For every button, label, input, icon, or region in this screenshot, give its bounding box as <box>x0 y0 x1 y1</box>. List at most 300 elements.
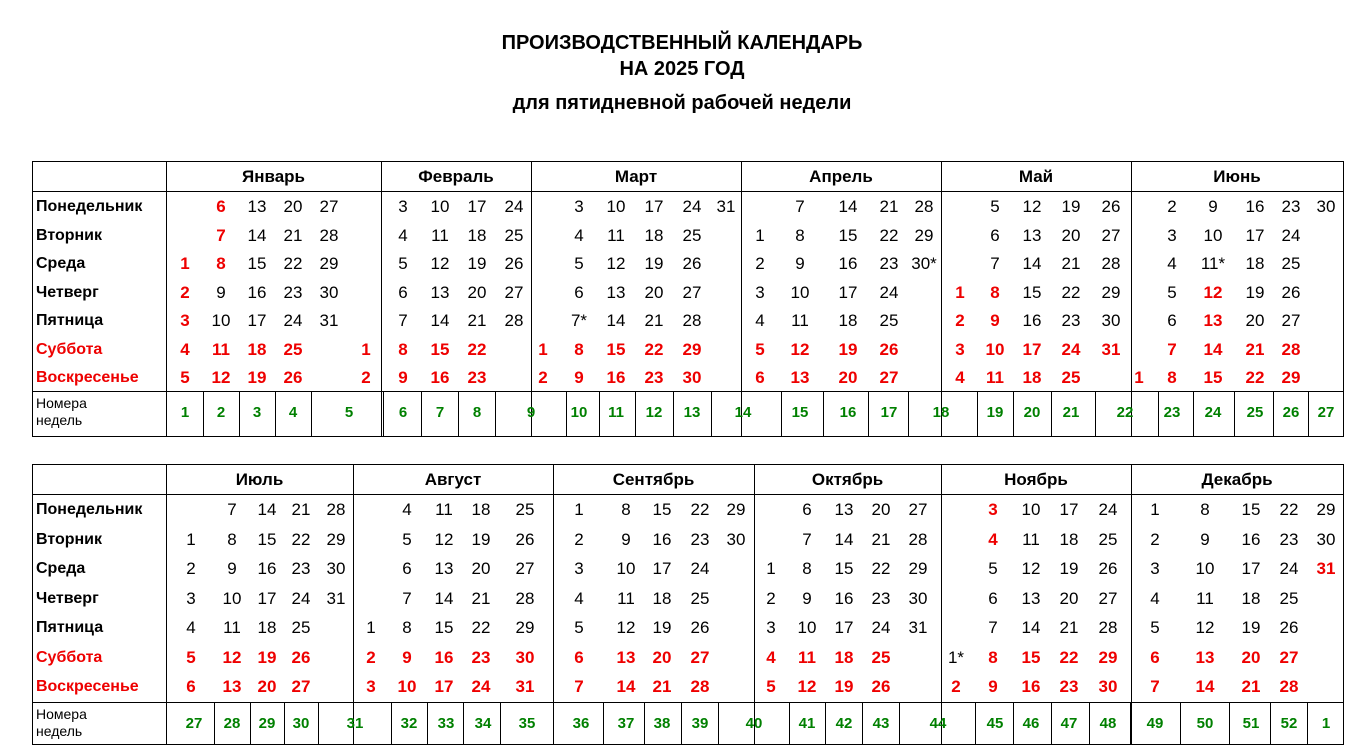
month-name: Октябрь <box>811 470 884 489</box>
page-header <box>0 30 1364 116</box>
week-number: 33 <box>437 715 455 732</box>
day-cell: 30 <box>515 647 535 667</box>
day-label: Пятница <box>36 312 104 329</box>
day-cell: 3 <box>366 677 376 696</box>
day-cell: 7 <box>988 618 998 637</box>
week-divider <box>1193 391 1194 436</box>
day-cell: 17 <box>1022 339 1042 359</box>
day-cell: 8 <box>988 647 998 667</box>
day-cell: 10 <box>211 311 231 330</box>
day-cell: 8 <box>802 559 812 578</box>
weeks-label: недель <box>36 412 83 428</box>
day-cell: 31 <box>326 588 346 608</box>
day-cell: 6 <box>398 282 408 302</box>
week-number: 15 <box>791 404 809 421</box>
day-cell: 11 <box>1022 529 1040 549</box>
week-divider <box>553 702 554 744</box>
day-cell: 2 <box>766 588 776 608</box>
day-cell: 14 <box>257 500 277 519</box>
day-cell: 16 <box>1021 677 1041 696</box>
day-cell: 9 <box>795 254 805 273</box>
day-cell: 8 <box>1200 500 1210 519</box>
calendar-block-h2 <box>32 464 1344 745</box>
day-cell: 25 <box>1098 529 1118 549</box>
month-name: Май <box>1018 167 1054 186</box>
day-cell: 30 <box>319 282 339 302</box>
day-cell: 13 <box>616 647 636 667</box>
day-cell: 15 <box>838 225 858 245</box>
day-cell: 8 <box>398 339 408 359</box>
day-cell: 25 <box>504 225 524 245</box>
day-label: Четверг <box>36 589 99 607</box>
week-divider <box>718 702 719 744</box>
day-cell: 4 <box>574 588 584 608</box>
day-cell: 15 <box>434 618 454 637</box>
day-cell: 14 <box>430 311 450 330</box>
day-cell: 18 <box>471 500 491 519</box>
day-cell: 1 <box>574 500 584 519</box>
day-cell: 18 <box>467 225 487 245</box>
day-cell: 19 <box>471 529 491 549</box>
day-cell: 1 <box>1134 368 1144 387</box>
day-cell: 6 <box>755 368 765 387</box>
day-cell: 13 <box>434 559 454 578</box>
day-cell: 4 <box>186 618 196 637</box>
day-cell: 7 <box>398 311 408 330</box>
day-cell: 15 <box>1022 282 1042 302</box>
day-cell: 22 <box>291 529 311 549</box>
day-cell: 10 <box>985 339 1005 359</box>
day-cell: 21 <box>644 311 664 330</box>
month-name: Август <box>424 470 482 489</box>
day-cell: 27 <box>291 677 311 696</box>
week-number: 45 <box>986 715 1004 732</box>
day-cell: 5 <box>1150 618 1160 637</box>
day-cell: 26 <box>515 529 535 549</box>
month-name: Апрель <box>809 167 873 186</box>
day-cell: 10 <box>397 677 417 696</box>
day-label: Вторник <box>36 530 103 548</box>
day-cell: 22 <box>471 618 491 637</box>
day-label: Суббота <box>36 340 103 358</box>
day-cell: 24 <box>1061 339 1081 359</box>
week-number: 22 <box>1116 404 1134 421</box>
day-cell: 4 <box>398 225 408 245</box>
day-cell: 6 <box>802 500 812 519</box>
week-number: 51 <box>1242 715 1260 732</box>
week-divider <box>975 702 976 744</box>
day-cell: 19 <box>1241 618 1261 637</box>
subtitle: для пятидневной рабочей недели <box>512 92 852 114</box>
day-cell: 19 <box>1059 559 1079 578</box>
week-number: 42 <box>835 715 853 732</box>
day-cell: 2 <box>361 368 371 387</box>
day-cell: 29 <box>908 559 928 578</box>
day-cell: 25 <box>682 225 702 245</box>
day-cell: 30 <box>326 559 346 578</box>
day-cell: 23 <box>291 559 311 578</box>
week-divider <box>823 391 824 436</box>
day-cell: 30 <box>1316 529 1336 549</box>
day-cell: 12 <box>211 368 231 387</box>
day-cell: 15 <box>257 529 277 549</box>
day-cell: 14 <box>247 225 267 245</box>
day-cell: 4 <box>574 225 584 245</box>
week-number: 29 <box>258 715 276 732</box>
day-cell: 23 <box>644 368 664 387</box>
day-cell: 12 <box>1021 559 1041 578</box>
day-cell: 7 <box>227 500 237 519</box>
day-cell: 7 <box>216 225 226 245</box>
day-cell: 9 <box>621 529 631 549</box>
day-cell: 24 <box>871 618 891 637</box>
week-divider <box>1229 702 1230 744</box>
day-cell: 17 <box>652 559 672 578</box>
day-cell: 21 <box>871 529 891 549</box>
day-cell: 11 <box>435 500 453 519</box>
day-cell: 5 <box>398 254 408 273</box>
day-cell: 15 <box>247 254 267 273</box>
day-cell: 2 <box>574 529 584 549</box>
week-divider <box>711 391 712 436</box>
week-number: 2 <box>216 404 226 421</box>
day-cell: 14 <box>1195 677 1215 696</box>
day-cell: 23 <box>1281 197 1301 216</box>
day-cell: 17 <box>1059 500 1079 519</box>
day-label: Воскресенье <box>36 369 139 386</box>
day-cell: 4 <box>755 311 765 330</box>
day-cell: 20 <box>471 559 491 578</box>
week-number: 11 <box>608 404 624 421</box>
day-cell: 31 <box>908 618 928 637</box>
header-divider <box>33 191 1343 192</box>
week-number: 27 <box>1317 404 1335 421</box>
day-cell: 5 <box>988 559 998 578</box>
day-cell: 6 <box>1167 311 1177 330</box>
day-cell: 30* <box>911 254 937 273</box>
day-cell: 13 <box>606 282 626 302</box>
day-cell: 3 <box>180 311 190 330</box>
day-cell: 26 <box>504 254 524 273</box>
day-cell: 25 <box>879 311 899 330</box>
week-divider <box>1180 702 1181 744</box>
day-cell: 9 <box>990 311 1000 330</box>
day-cell: 20 <box>644 282 664 302</box>
day-cell: 15 <box>1203 368 1223 387</box>
day-cell: 13 <box>1022 225 1042 245</box>
week-number: 3 <box>252 404 262 421</box>
day-cell: 7 <box>574 677 584 696</box>
day-cell: 25 <box>690 588 710 608</box>
day-label: Понедельник <box>36 198 143 215</box>
day-cell: 26 <box>283 368 303 387</box>
day-cell: 31 <box>319 311 339 330</box>
month-name: Март <box>614 167 658 186</box>
day-cell: 2 <box>366 647 376 667</box>
day-cell: 20 <box>871 500 891 519</box>
day-cell: 25 <box>1281 254 1301 273</box>
day-cell: 4 <box>1150 588 1160 608</box>
day-cell: 19 <box>652 618 672 637</box>
day-cell: 11 <box>212 339 230 359</box>
day-cell: 10 <box>1203 225 1223 245</box>
day-cell: 30 <box>908 588 928 608</box>
day-cell: 15 <box>606 339 626 359</box>
day-cell: 24 <box>1281 225 1301 245</box>
day-cell: 28 <box>319 225 339 245</box>
week-number: 50 <box>1196 715 1214 732</box>
day-cell: 18 <box>838 311 858 330</box>
day-cell: 27 <box>1098 588 1118 608</box>
day-cell: 12 <box>434 529 454 549</box>
day-cell: 15 <box>1021 647 1041 667</box>
day-cell: 22 <box>1059 647 1079 667</box>
week-number: 24 <box>1204 404 1222 421</box>
week-number: 23 <box>1163 404 1181 421</box>
week-number: 9 <box>526 404 536 421</box>
day-cell: 11* <box>1200 254 1226 273</box>
day-cell: 14 <box>838 197 858 216</box>
month-name: Ноябрь <box>1004 470 1068 489</box>
day-cell: 6 <box>186 677 196 696</box>
day-cell: 18 <box>1245 254 1265 273</box>
week-number: 28 <box>223 715 241 732</box>
day-cell: 2 <box>180 282 190 302</box>
day-cell: 24 <box>471 677 491 696</box>
day-cell: 31 <box>1316 559 1336 578</box>
weeks-divider <box>33 702 1343 703</box>
day-cell: 8 <box>574 339 584 359</box>
day-cell: 5 <box>186 647 196 667</box>
day-cell: 14 <box>1021 618 1041 637</box>
day-cell: 23 <box>879 254 899 273</box>
day-cell: 24 <box>690 559 710 578</box>
day-cell: 7* <box>570 311 588 330</box>
day-cell: 18 <box>834 647 854 667</box>
day-cell: 11 <box>431 225 449 245</box>
day-cell: 22 <box>871 559 891 578</box>
title-line-1: ПРОИЗВОДСТВЕННЫЙ КАЛЕНДАРЬ <box>501 32 863 54</box>
day-cell: 16 <box>652 529 672 549</box>
day-cell: 19 <box>467 254 487 273</box>
day-cell: 16 <box>257 559 277 578</box>
day-cell: 24 <box>1098 500 1118 519</box>
day-cell: 25 <box>871 647 891 667</box>
day-cell: 6 <box>990 225 1000 245</box>
day-cell: 9 <box>988 677 998 696</box>
day-cell: 17 <box>467 197 487 216</box>
day-cell: 5 <box>766 677 776 696</box>
day-cell: 19 <box>257 647 277 667</box>
day-cell: 30 <box>1101 311 1121 330</box>
day-cell: 28 <box>1098 618 1118 637</box>
day-cell: 25 <box>291 618 311 637</box>
day-cell: 4 <box>180 339 190 359</box>
day-cell: 27 <box>504 282 524 302</box>
day-cell: 14 <box>434 588 454 608</box>
day-cell: 26 <box>871 677 891 696</box>
week-number: 46 <box>1022 715 1040 732</box>
day-cell: 9 <box>1208 197 1218 216</box>
week-number: 44 <box>929 715 947 732</box>
day-cell: 15 <box>652 500 672 519</box>
week-number: 1 <box>180 404 190 421</box>
day-label: Суббота <box>36 648 103 666</box>
weeks-divider <box>33 391 1343 392</box>
day-cell: 24 <box>879 282 899 302</box>
day-cell: 3 <box>988 500 998 519</box>
week-divider <box>1095 391 1096 436</box>
day-cell: 24 <box>504 197 524 216</box>
day-cell: 3 <box>766 618 776 637</box>
week-number: 31 <box>346 715 364 732</box>
day-cell: 20 <box>838 368 858 387</box>
week-number: 41 <box>798 715 816 732</box>
day-cell: 6 <box>574 647 584 667</box>
day-cell: 21 <box>471 588 491 608</box>
day-cell: 12 <box>430 254 450 273</box>
week-number: 25 <box>1246 404 1264 421</box>
day-cell: 14 <box>616 677 636 696</box>
day-cell: 25 <box>1061 368 1081 387</box>
day-cell: 8 <box>216 254 226 273</box>
day-cell: 29 <box>1101 282 1121 302</box>
day-cell: 3 <box>755 282 765 302</box>
day-cell: 26 <box>682 254 702 273</box>
week-number: 17 <box>880 404 898 421</box>
day-cell: 7 <box>1150 677 1160 696</box>
day-cell: 12 <box>222 647 242 667</box>
week-number: 8 <box>472 404 482 421</box>
day-cell: 20 <box>1061 225 1081 245</box>
day-cell: 23 <box>690 529 710 549</box>
day-cell: 17 <box>838 282 858 302</box>
day-cell: 7 <box>402 588 412 608</box>
day-cell: 19 <box>834 677 854 696</box>
day-label: Понедельник <box>36 501 143 518</box>
day-cell: 15 <box>1241 500 1261 519</box>
month-divider <box>1131 162 1132 436</box>
day-cell: 10 <box>1195 559 1215 578</box>
day-cell: 19 <box>644 254 664 273</box>
day-cell: 19 <box>1245 282 1265 302</box>
day-cell: 26 <box>690 618 710 637</box>
day-cell: 6 <box>216 197 226 216</box>
day-cell: 11 <box>986 368 1004 387</box>
day-cell: 13 <box>430 282 450 302</box>
day-cell: 18 <box>247 339 267 359</box>
day-cell: 4 <box>402 500 412 519</box>
day-cell: 16 <box>430 368 450 387</box>
day-cell: 17 <box>1245 225 1265 245</box>
month-divider <box>381 162 382 436</box>
day-cell: 22 <box>283 254 303 273</box>
day-cell: 2 <box>538 368 548 387</box>
day-cell: 9 <box>216 282 226 302</box>
day-cell: 8 <box>1167 368 1177 387</box>
day-cell: 3 <box>186 588 196 608</box>
day-cell: 27 <box>682 282 702 302</box>
day-label: Вторник <box>36 226 103 244</box>
month-name: Декабрь <box>1201 470 1273 489</box>
day-cell: 16 <box>247 282 267 302</box>
week-number: 32 <box>400 715 418 732</box>
day-cell: 21 <box>467 311 487 330</box>
day-cell: 4 <box>955 368 965 387</box>
day-cell: 17 <box>434 677 454 696</box>
day-cell: 13 <box>1195 647 1215 667</box>
day-cell: 28 <box>914 197 934 216</box>
day-cell: 27 <box>319 197 339 216</box>
day-cell: 17 <box>247 311 267 330</box>
day-cell: 24 <box>1279 559 1299 578</box>
day-cell: 27 <box>1101 225 1121 245</box>
week-divider <box>603 702 604 744</box>
title-line-2: НА 2025 ГОД <box>619 58 745 80</box>
day-cell: 2 <box>755 254 765 273</box>
week-number: 27 <box>185 715 203 732</box>
week-number: 39 <box>691 715 709 732</box>
day-cell: 12 <box>790 339 810 359</box>
day-cell: 13 <box>1203 311 1223 330</box>
week-divider <box>868 391 869 436</box>
day-cell: 1* <box>947 647 965 667</box>
day-cell: 8 <box>621 500 631 519</box>
day-cell: 21 <box>1059 618 1079 637</box>
day-cell: 5 <box>574 254 584 273</box>
week-number: 35 <box>518 715 536 732</box>
week-number: 13 <box>683 404 701 421</box>
week-number: 14 <box>734 404 752 421</box>
day-cell: 21 <box>1061 254 1081 273</box>
day-cell: 17 <box>834 618 854 637</box>
day-cell: 22 <box>1061 282 1081 302</box>
day-cell: 24 <box>291 588 311 608</box>
day-cell: 26 <box>1101 197 1121 216</box>
week-number: 47 <box>1060 715 1078 732</box>
week-number: 6 <box>398 404 408 421</box>
week-divider <box>908 391 909 436</box>
day-cell: 22 <box>1245 368 1265 387</box>
day-cell: 10 <box>1021 500 1041 519</box>
day-cell: 14 <box>834 529 854 549</box>
month-divider <box>941 465 942 744</box>
calendar-block-h1 <box>32 161 1344 437</box>
day-cell: 20 <box>283 197 303 216</box>
day-cell: 19 <box>838 339 858 359</box>
day-label: Воскресенье <box>36 678 139 695</box>
day-cell: 16 <box>1241 529 1261 549</box>
day-cell: 4 <box>1167 254 1177 273</box>
month-divider <box>1131 465 1132 744</box>
day-cell: 8 <box>795 225 805 245</box>
day-cell: 1 <box>180 254 190 273</box>
weeks-label: Номера <box>36 706 87 722</box>
day-cell: 22 <box>467 339 487 359</box>
day-cell: 3 <box>1150 559 1160 578</box>
day-cell: 18 <box>257 618 277 637</box>
day-cell: 16 <box>838 254 858 273</box>
week-number: 38 <box>653 715 671 732</box>
day-cell: 17 <box>644 197 664 216</box>
day-cell: 4 <box>766 647 776 667</box>
day-cell: 13 <box>247 197 267 216</box>
day-cell: 10 <box>616 559 636 578</box>
day-cell: 9 <box>574 368 584 387</box>
day-label: Четверг <box>36 283 99 301</box>
day-cell: 26 <box>291 647 311 667</box>
day-cell: 23 <box>467 368 487 387</box>
